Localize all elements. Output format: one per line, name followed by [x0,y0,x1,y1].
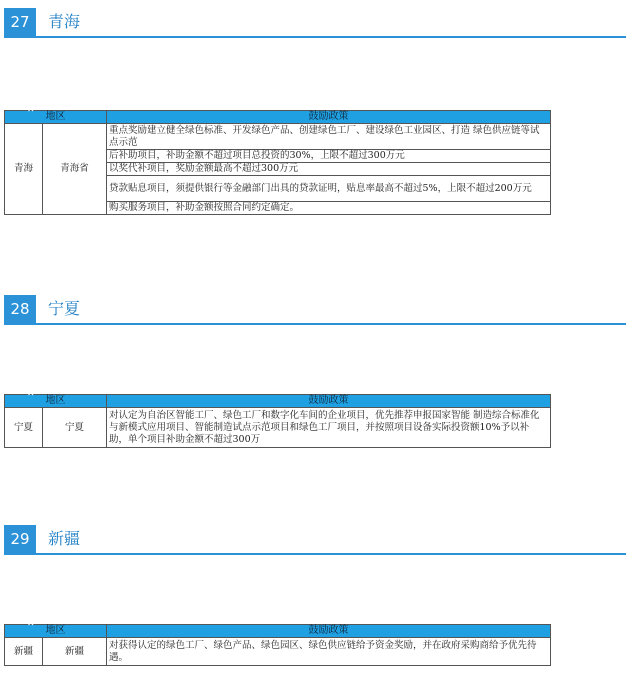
section-title: 新疆 [48,529,81,548]
mark-icon: ✕ [27,619,35,629]
policy-cell: 以奖代补项目，奖励金额最高不超过300万元 [107,163,551,176]
section-number: 29 [4,525,36,553]
region-cell: 宁夏 [5,408,43,448]
policy-cell: 贷款贴息项目，须提供银行等金融部门出具的贷款证明，贴息率最高不超过5%，上限不超过200万元 [107,176,551,202]
mark-icon: ✕ [27,389,35,399]
header-region: 地区 [5,625,107,638]
header-policy: ✕ 鼓励政策 [107,625,551,638]
header-region: 地区 [5,395,107,408]
section-number: 28 [4,295,36,323]
policy-table-29 [4,619,551,666]
policy-table-28 [4,389,551,448]
section-title: 宁夏 [48,299,81,318]
section-title: 青海 [48,12,81,31]
policy-table-27 [4,105,551,215]
subregion-cell: 青海省 [43,124,107,215]
policy-cell: 后补助项目，补助金额不超过项目总投资的30%，上限不超过300万元 [107,150,551,163]
header-region: 地区 [5,111,107,124]
section-28-header [4,295,626,325]
region-cell: 青海 [5,124,43,215]
header-policy: ✕ 鼓励政策 [107,111,551,124]
region-cell: 新疆 [5,638,43,666]
subregion-cell: 宁夏 [43,408,107,448]
header-policy: ✕ 鼓励政策 [107,395,551,408]
mark-icon: ✕ [27,105,35,115]
section-29-header [4,525,626,555]
section-number: 27 [4,8,36,36]
section-27-header [4,8,626,38]
policy-cell: 重点奖励建立健全绿色标准、开发绿色产品、创建绿色工厂、建设绿色工业园区、打造 绿色供应链等试点示范 [107,124,551,150]
policy-cell: 购买服务项目，补助金额按照合同约定确定。 [107,202,551,215]
policy-cell: 对认定为自治区智能工厂、绿色工厂和数字化车间的企业项目，优先推荐申报国家智能 制造综合标准化与新模式应用项目、智能制造试点示范项目和绿色工厂项目，并按照项目设备实际投资额10%予以补助，单个项目补助金额不超过300万 [107,408,551,448]
policy-cell: 对获得认定的绿色工厂、绿色产品、绿色园区、绿色供应链给予资金奖励，并在政府采购商给予优先待遇。 [107,638,551,666]
subregion-cell: 新疆 [43,638,107,666]
